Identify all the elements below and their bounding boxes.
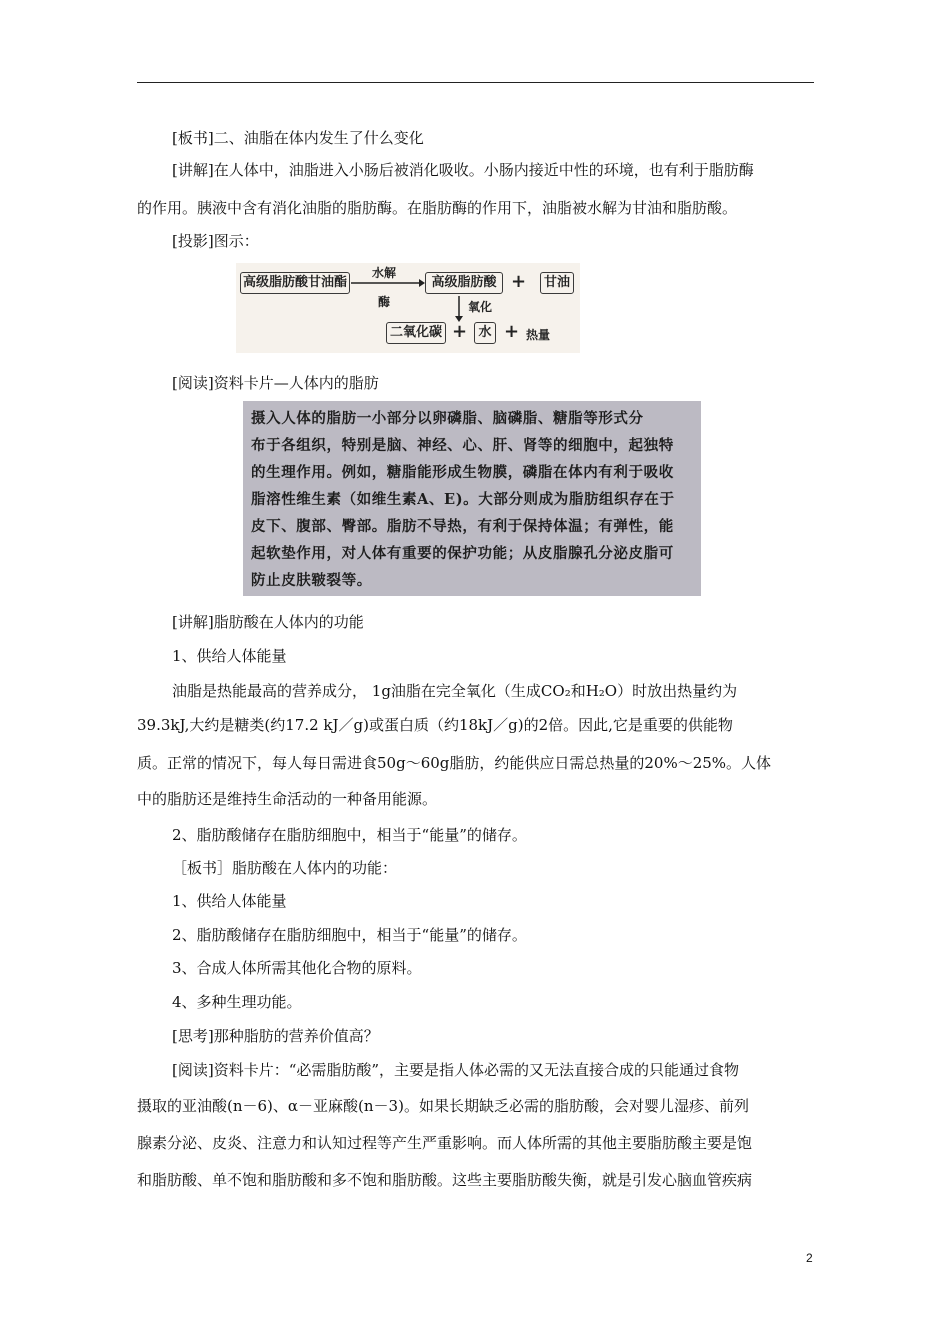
header-rule: [137, 82, 814, 83]
think-label: [思考]那种脂肪的营养价值高？: [172, 1027, 379, 1045]
paragraph-line: [讲解]在人体中，油脂进入小肠后被消化吸收。小肠内接近中性的环境，也有利于脂肪酶: [172, 161, 754, 179]
paragraph-line: 腺素分泌、皮炎、注意力和认知过程等产生严重影响。而人体所需的其他主要脂肪酸主要是饱: [137, 1134, 753, 1152]
right-arrow-icon: [351, 275, 425, 291]
paragraph-line: 的作用。胰液中含有消化油脂的脂肪酶。在脂肪酶的作用下，油脂被水解为甘油和脂肪酸。: [137, 199, 738, 217]
diagram-box-triglyceride: 高级脂肪酸甘油酯: [240, 272, 350, 294]
card-line: 防止皮肤皲裂等。: [251, 572, 372, 589]
paragraph-line: 摄取的亚油酸(n－6)、α－亚麻酸(n－3)。如果长期缺乏必需的脂肪酸，会对婴儿湿疹、前列: [137, 1097, 749, 1115]
diagram-plus: +: [504, 321, 520, 342]
diagram-plus: +: [511, 271, 527, 292]
paragraph-line: 油脂是热能最高的营养成分， 1g油脂在完全氧化（生成CO₂和H₂O）时放出热量约为: [172, 682, 738, 700]
diagram-box-fatty-acid: 高级脂肪酸: [425, 272, 503, 294]
paragraph-line: 质。正常的情况下，每人每日需进食50g～60g脂肪，约能供应日需总热量的20%～25%。人体: [137, 754, 772, 772]
list-item: 3、合成人体所需其他化合物的原料。: [172, 959, 422, 977]
diagram-box-water: 水: [474, 322, 496, 344]
card-line: 脂溶性维生素（如维生素A、E)。大部分则成为脂肪组织存在于: [251, 491, 675, 508]
projection-label: [投影]图示：: [172, 232, 259, 250]
diagram-heat-label: 热量: [526, 328, 551, 342]
list-item: 4、多种生理功能。: [172, 993, 302, 1011]
diagram-plus: +: [452, 321, 468, 342]
reading-card-image: [243, 401, 701, 596]
list-item: 1、供给人体能量: [172, 647, 287, 665]
list-item: 1、供给人体能量: [172, 892, 287, 910]
card-line: 摄入人体的脂肪一小部分以卵磷脂、脑磷脂、糖脂等形式分: [251, 410, 644, 427]
reading-label: [阅读]资料卡片—人体内的脂肪: [172, 374, 379, 392]
card-line: 的生理作用。例如，糖脂能形成生物膜，磷脂在体内有利于吸收: [251, 464, 674, 481]
paragraph-line: 中的脂肪还是维持生命活动的一种备用能源。: [137, 790, 438, 808]
diagram-box-co2: 二氧化碳: [386, 322, 446, 344]
down-arrow-icon: [453, 296, 465, 322]
card-line: 皮下、腹部、臀部。脂肪不导热，有利于保持体温；有弹性，能: [251, 518, 674, 535]
diagram-box-glycerol: 甘油: [540, 272, 574, 294]
explain-label: [讲解]脂肪酸在人体内的功能: [172, 613, 364, 631]
diagram-arrow-label-enzyme: 酶: [378, 295, 391, 309]
list-item: 2、脂肪酸储存在脂肪细胞中，相当于“能量”的储存。: [172, 926, 527, 944]
card-line: 布于各组织，特别是脑、神经、心、肝、肾等的细胞中，起独特: [251, 437, 674, 454]
paragraph-line: 39.3kJ,大约是糖类(约17.2 kJ／g)或蛋白质（约18kJ／g)的2倍。因此,它是重要的供能物: [137, 716, 733, 734]
heading-board-2: [板书]二、油脂在体内发生了什么变化: [172, 129, 424, 147]
diagram-arrow-label-hydrolysis: 水解: [372, 266, 397, 280]
paragraph-line: 和脂肪酸、单不饱和脂肪酸和多不饱和脂肪酸。这些主要脂肪酸失衡，就是引发心脑血管疾病: [137, 1171, 753, 1189]
paragraph-line: [阅读]资料卡片：“必需脂肪酸”，主要是指人体必需的又无法直接合成的只能通过食物: [172, 1061, 740, 1079]
hydrolysis-diagram: [236, 263, 580, 353]
card-line: 起软垫作用，对人体有重要的保护功能；从皮脂腺孔分泌皮脂可: [251, 545, 674, 562]
page-number: 2: [806, 1251, 813, 1265]
diagram-arrow-label-oxidation: 氧化: [468, 300, 493, 314]
list-item: 2、脂肪酸储存在脂肪细胞中，相当于“能量”的储存。: [172, 826, 527, 844]
board-label: ［板书］脂肪酸在人体内的功能：: [172, 859, 398, 877]
